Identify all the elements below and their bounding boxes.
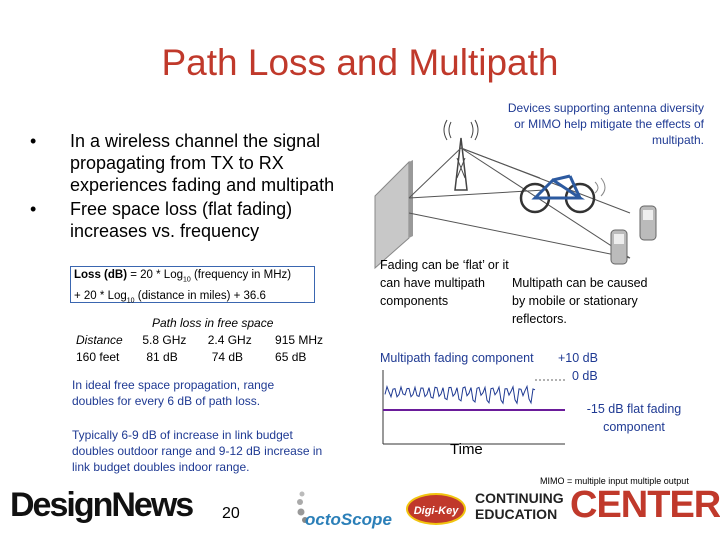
fading-note-text: Fading can be ‘flat’ or it can have multipath components <box>380 258 509 308</box>
free-space-data-row <box>76 349 323 366</box>
slide-title: Path Loss and Multipath <box>161 42 559 83</box>
free-space-header-row <box>76 332 323 349</box>
formula-subscript: 10 <box>182 276 191 284</box>
reflector-wall-icon <box>375 160 413 268</box>
continuing-education-logo <box>475 490 564 522</box>
mimo-note: MIMO = multiple input multiple output <box>540 476 689 486</box>
table-cell: 81 dB <box>146 350 178 364</box>
table-header-cell: Distance <box>76 333 123 347</box>
multipath-note: Multipath can be caused by mobile or stationary reflectors. <box>512 276 648 326</box>
page-number: 20 <box>222 505 240 522</box>
formula-part: + 20 * Log <box>74 290 127 303</box>
digikey-logo: Digi-Key <box>406 493 466 525</box>
zero-db-label: 0 dB <box>572 369 598 383</box>
fading-note <box>380 256 512 310</box>
free-space-caption: Path loss in free space <box>152 316 274 330</box>
fading-signal-plot <box>375 368 570 448</box>
table-cell: 74 dB <box>211 350 244 364</box>
free-space-table <box>76 315 323 366</box>
multipath-component-label: Multipath fading component <box>380 351 534 365</box>
bullet-item <box>30 130 360 196</box>
link-budget-note: Typically 6-9 dB of increase in link budget doubles outdoor range and 9-12 dB increase in link budget doubles indoor range. <box>72 428 323 474</box>
formula-subscript: 10 <box>126 297 135 305</box>
flat-fading-label: -15 dB flat fading component <box>586 402 682 434</box>
bullet-marker: • <box>30 199 37 219</box>
formula-part: (distance in miles) + 36.6 <box>134 290 266 303</box>
table-header-cell: 5.8 GHz <box>142 333 187 347</box>
transmitter-tower-icon <box>444 120 478 190</box>
octoscope-logo: octoScope <box>305 510 392 529</box>
bullet-text: In a wireless channel the signal propagating from TX to RX experiences fading and multipath <box>70 131 335 195</box>
time-axis-label: Time <box>450 441 483 458</box>
bullet-marker: • <box>30 131 37 151</box>
plus10-db-label: +10 dB <box>558 351 598 365</box>
bullet-item <box>30 198 360 242</box>
ideal-propagation-note: In ideal free space propagation, range doubles for every 6 dB of path loss. <box>72 378 275 408</box>
devices-note: Devices supporting antenna diversity or MIMO help mitigate the effects of multipath. <box>507 101 704 147</box>
path-loss-formula <box>70 266 315 303</box>
formula-part: = 20 * Log <box>127 269 183 281</box>
multipath-illustration <box>365 118 715 270</box>
design-news-logo: DesignNews <box>10 486 193 524</box>
table-header-cell: 915 MHz <box>275 333 324 347</box>
logo-line: CONTINUING <box>475 490 564 506</box>
bullet-text: Free space loss (flat fading) increases vs. frequency <box>70 199 293 241</box>
table-cell: 65 dB <box>275 350 307 364</box>
fading-signal-line <box>385 386 535 403</box>
signal-paths <box>409 148 630 258</box>
table-cell: 160 feet <box>76 350 120 364</box>
logo-line: EDUCATION <box>475 506 558 522</box>
mobile-phone-icon <box>640 206 656 240</box>
center-logo: CENTER <box>570 484 720 526</box>
formula-part: (frequency in MHz) <box>190 269 292 281</box>
formula-loss-label: Loss (dB) <box>74 269 128 281</box>
table-header-cell: 2.4 GHz <box>207 333 252 347</box>
mobile-phone-icon <box>611 230 627 264</box>
bullet-list <box>30 130 360 244</box>
